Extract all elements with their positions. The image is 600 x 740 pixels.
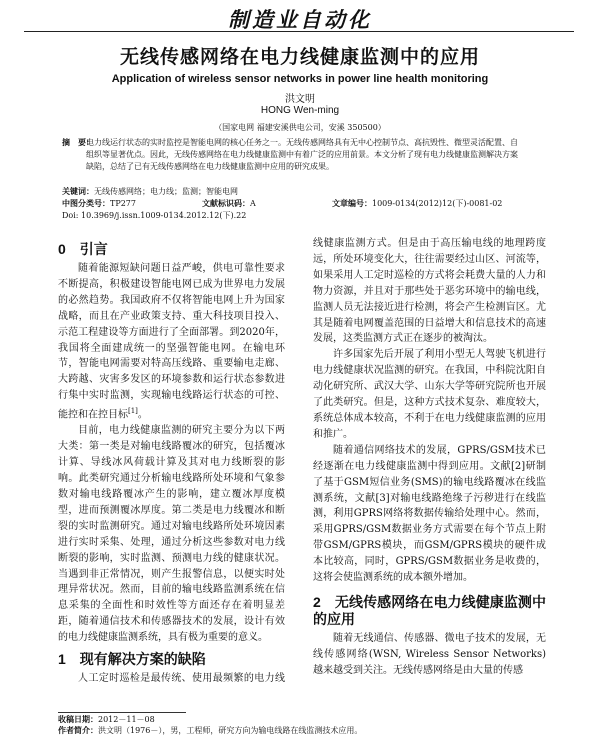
right-column (313, 236, 546, 679)
keywords-line (62, 186, 238, 197)
section-2-paragraph-1: 随着无线通信、传感器、微电子技术的发展，无线传感网络(WSN, Wireless Sensor Networks)越来越受到关注。无线传感网络是由大量的传感 (313, 632, 546, 676)
left-column (58, 236, 285, 687)
received-label: 收稿日期： (58, 714, 98, 724)
clc-label: 中图分类号： (62, 198, 110, 208)
intro-paragraph-1-text: 随着能源短缺问题日益严峻，供电可靠性要求不断提高，积极建设智能电网已成为世界电力发展的必然趋势。我国政府不仅将智能电网上升为国家战略，而且在产业政策支持、重大科技项目投入、示范工程建设等方面进行了全面部署。到2020年，我国将全面建成统一的坚强智能电网。在输电环节，智能电网需要对特高压线路、重要输电走廊、大跨越、灾害多发区的环境参数和运行状态参数进行集中实时监测，实现输电线路运行状态的可控、能控和在控目标 (58, 263, 285, 421)
doc-code-label: 文献标识码： (202, 198, 250, 208)
citation-1: [1] (128, 407, 138, 416)
intro-paragraph-1 (58, 261, 285, 423)
doi-line: Doi: 10.3969/j.issn.1009-0134.2012.12(下).22 (62, 211, 247, 220)
header-rule (24, 31, 574, 32)
section-1-paragraph-1-cont: 线健康监测方式。但是由于高压输电线的地理跨度远，所处环境变化大，往往需要经过山区、河流等，如果采用人工定时巡检的方式将会耗费大量的人力和物力资源，并且对于那些处于恶劣环境中的输电线，监测人员无法接近进行检测，将会产生检测盲区。尤其是随着电网覆盖范围的日益增大和信息技术的高速发展，这类监测方式正在逐步的被淘汰。 (313, 238, 546, 345)
received-date: 2012－11－08 (98, 715, 155, 724)
clc-value: TP277 (110, 199, 136, 208)
article-no-value: 1009-0134(2012)12(下)-0081-02 (372, 199, 503, 208)
section-2-heading: 2 无线传感网络在电力线健康监测中的应用 (313, 593, 546, 627)
footnote-rule (58, 712, 186, 713)
article-title-en: Application of wireless sensor networks in power line health monitoring (111, 73, 489, 85)
intro-paragraph-2: 目前，电力线健康监测的研究主要分为以下两大类：第一类是对输电线路覆冰的研究，包括覆冰计算、导线冰风荷载计算及其对电力线断裂的影响。此类研究通过分析输电线路所处环境和气象参数对输电线路覆冰产生的影响，建立覆冰厚度模型，进而预测覆冰厚度。第二类是电力线覆冰和断裂的实时监测研究。通过对输电线路所处环境因素进行实时采集、处理，通过分析这些参数对电力线断裂的影响，实时监测、预测电力线的健康状况。当遇到非正常情况，则产生报警信息，以便实时处理异常状况。然而，目前的输电线路监测系统在信息采集的全面性和时效性等方面还存在着明显差距，随着通信技术和传感器技术的发展，设计有效的电力线健康监测系统，具有极为重要的意义。 (58, 425, 285, 644)
abstract-text: 电力线运行状态的实时监控是智能电网的核心任务之一。无线传感网络具有无中心控制节点、高抗毁性、微型灵活配置、自组织等显著优点。因此，无线传感网络在电力线健康监测中有着广泛的应用前景。本文分析了现有电力线健康监测解决方案缺陷，总结了已有无线传感网络在电力线健康监测中应用的研究成果。 (86, 138, 518, 171)
received-date-line (58, 714, 362, 725)
intro-paragraph-1-end: 。 (137, 409, 148, 421)
author-name-en: HONG Wen-ming (260, 105, 340, 116)
section-1-paragraph-2: 许多国家先后开展了利用小型无人驾驶飞机进行电力线健康状况监测的研究。在我国，中科院沈阳自动化研究所、武汉大学、山东大学等研究院所也开展了此类研究。但是，这种方式技术复杂、难度较大，系统总体成本较高，不利于在电力线健康监测的应用和推广。 (313, 349, 546, 440)
author-bio: 洪文明（1976－），男，工程师，研究方向为输电线路在线监测技术应用。 (98, 726, 363, 735)
section-1-paragraph-1: 人工定时巡检是最传统、使用最频繁的电力线 (78, 673, 285, 685)
section-1-paragraph-3: 随着通信网络技术的发展，GPRS/GSM技术已经逐渐在电力线健康监测中得到应用。文献[2]研制了基于GSM短信业务(SMS)的输电线路覆冰在线监测系统，文献[3]对输电线路绝缘子污秽进行在线监测，利用GPRS网络将数据传输给处理中心。然而，采用GPRS/GSM数据业务方式需要在每个节点上附带GSM/GPRS模块，而GSM/GPRS模块的硬件成本比较高，同时，GPRS/GSM数据业务是收费的，这将会使监测系统的成本额外增加。 (313, 444, 546, 584)
keywords-value: 无线传感网络；电力线；监测；智能电网 (94, 187, 238, 196)
journal-name: 制造业自动化 (228, 7, 372, 32)
author-bio-line (58, 725, 362, 736)
section-1-heading: 1 现有解决方案的缺陷 (58, 651, 206, 668)
doc-code-value: A (250, 199, 256, 208)
author-name-cn: 洪文明 (285, 94, 315, 105)
section-0-heading: 0 引言 (58, 241, 108, 257)
article-no-label: 文章编号： (332, 198, 372, 208)
abstract-label: 摘 要： (62, 137, 94, 147)
classification-line (62, 198, 532, 209)
author-affiliation: （国家电网 福建安溪供电公司，安溪 350500） (214, 123, 386, 132)
author-bio-label: 作者简介： (58, 725, 98, 735)
footnote (58, 714, 362, 736)
article-title-cn: 无线传感网络在电力线健康监测中的应用 (119, 46, 480, 68)
keywords-label: 关键词： (62, 186, 94, 196)
